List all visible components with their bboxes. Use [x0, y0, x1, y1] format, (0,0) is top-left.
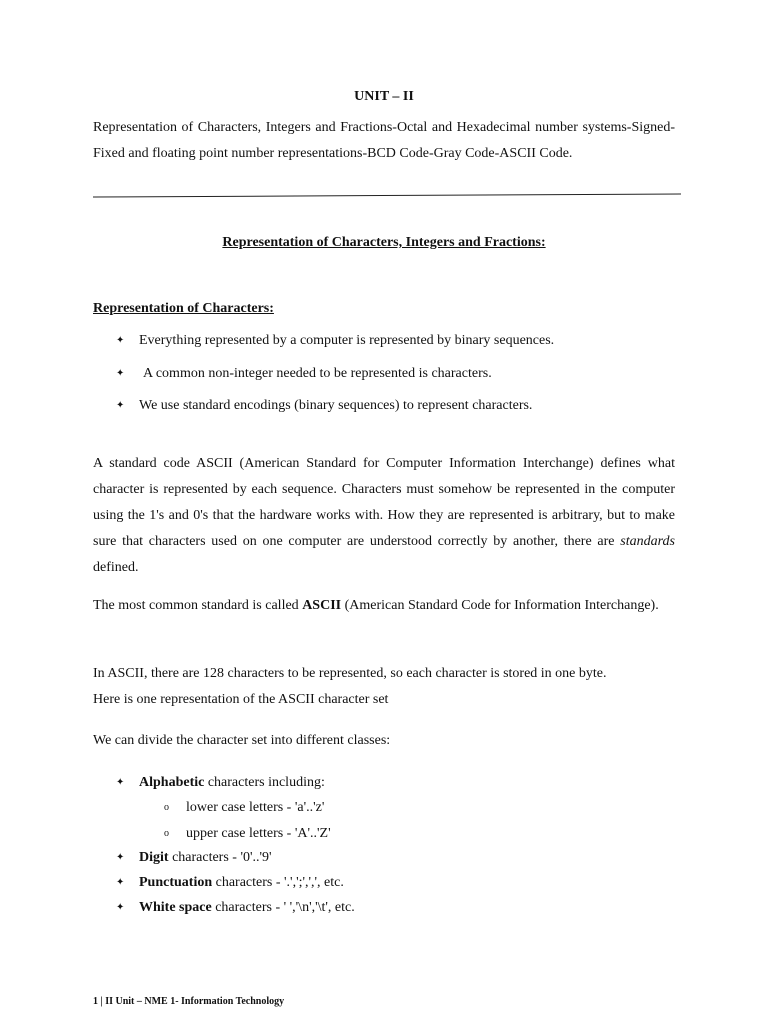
paragraph-ascii-standard: The most common standard is called ASCII (American Standard Code for Information Interchange). — [93, 598, 659, 613]
page-footer: 1 | II Unit – NME 1- Information Technology — [93, 996, 285, 1007]
list-item: White space characters - ' ','\n','\t', etc. — [139, 900, 355, 915]
bullet-icon: ✦ — [116, 877, 125, 888]
subheading: Representation of Characters: — [93, 301, 274, 316]
divider — [93, 193, 681, 197]
list-item: Punctuation characters - '.',';',',', etc. — [139, 875, 344, 890]
sub-list-item: upper case letters - 'A'..'Z' — [186, 826, 331, 841]
circle-bullet-icon: o — [164, 828, 169, 839]
bullet-icon: ✦ — [116, 335, 125, 346]
bullet-icon: ✦ — [116, 852, 125, 863]
bullet-icon: ✦ — [116, 368, 125, 379]
list-item: A common non-integer needed to be represented is characters. — [143, 366, 492, 381]
bullet-icon: ✦ — [116, 400, 125, 411]
section-heading: Representation of Characters, Integers and Fractions: — [222, 235, 546, 250]
paragraph-classes: We can divide the character set into different classes: — [93, 733, 391, 748]
list-item: Digit characters - '0'..'9' — [139, 850, 272, 865]
list-item: Everything represented by a computer is represented by binary sequences. — [139, 333, 555, 348]
list-item: Alphabetic characters including: — [139, 775, 325, 790]
paragraph-ascii-size: In ASCII, there are 128 characters to be represented, so each character is stored in one byte. Here is one representation of the ASCII character set — [93, 666, 607, 707]
circle-bullet-icon: o — [164, 802, 169, 813]
unit-title: UNIT – II — [354, 89, 414, 104]
sub-list-item: lower case letters - 'a'..'z' — [186, 800, 325, 815]
paragraph-ascii-intro: A standard code ASCII (American Standard for Computer Information Interchange) defines what character is represented by each sequence. Characters must somehow be represented in the computer using the 1's and 0's that the hardware works with. How they are represented is arbitrary, but to make sure that characters used on one computer are understood correctly by another, there are standards defined. — [93, 456, 675, 575]
list-item: We use standard encodings (binary sequences) to represent characters. — [139, 398, 533, 413]
bullet-icon: ✦ — [116, 777, 125, 788]
syllabus-text: Representation of Characters, Integers and Fractions-Octal and Hexadecimal number systems-Signed-Fixed and floating point number representations-BCD Code-Gray Code-ASCII Code. — [93, 120, 675, 161]
bullet-icon: ✦ — [116, 902, 125, 913]
